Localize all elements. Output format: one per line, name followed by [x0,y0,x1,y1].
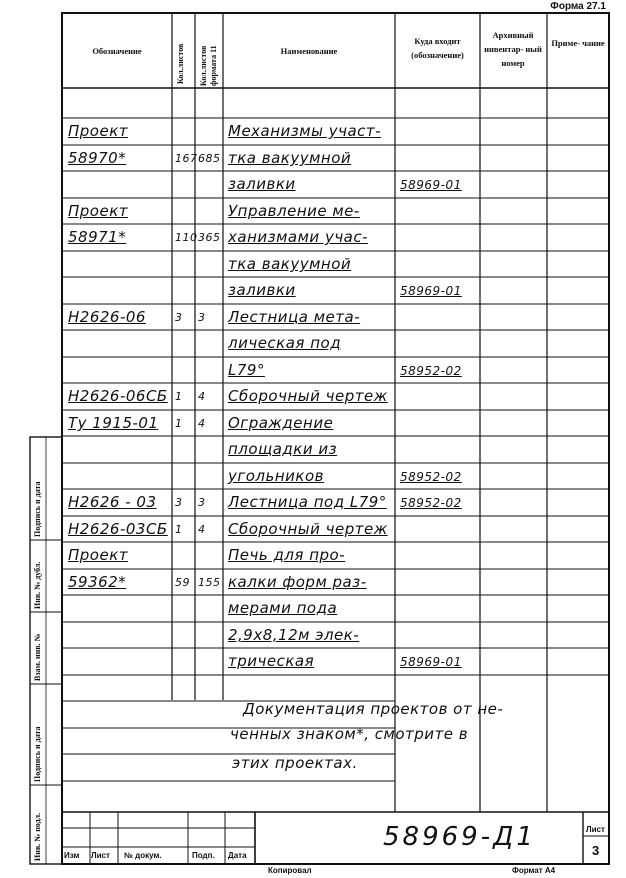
row-ref: 58969-01 [400,178,462,192]
row-name: заливки [228,175,296,193]
row-name: заливки [228,281,296,299]
row-name: L79° [228,361,265,379]
form-label: Форма 27.1 [550,1,606,12]
row-sheets: 1 [175,390,183,403]
row-name: Ограждение [228,414,334,432]
row-sheets: 59 [175,576,190,589]
row-name: Управление ме- [228,202,360,220]
row-ref: 58952-02 [400,496,462,510]
row-name: лическая под [228,334,342,352]
row-sheets-a11: 4 [198,523,206,536]
note-line-2: ченных знаком*, смотрите в [230,725,469,743]
row-name: Сборочный чертеж [228,387,388,405]
row-sheets-a11: 3 [198,311,206,324]
row-sheets-a11: 155 [198,576,221,589]
side-label-inv-podl: Инв. № подл. [33,812,42,861]
stamp-data: Дата [228,851,247,860]
row-name: мерами пода [228,599,338,617]
row-sheets-a11: 4 [198,390,206,403]
row-name: тка вакуумной [228,149,352,167]
side-label-vzam-inv: Взам. инв. № [33,633,42,681]
stamp-format: Формат А4 [512,866,556,875]
stamp-kopiroval: Копировал [268,866,312,875]
row-ref: 58952-02 [400,364,462,378]
row-code: Н2626-03СБ [68,520,168,538]
row-name: ханизмами учас- [228,228,369,246]
row-sheets: 1 [175,523,183,536]
row-ref: 58952-02 [400,470,462,484]
note-line-3: этих проектах. [232,754,358,772]
row-name: Лестница мета- [228,308,361,326]
stamp-sheet-label: Лист [586,825,605,834]
row-name: площадки из [228,440,338,458]
row-ref: 58969-01 [400,284,462,298]
note-line-1: Документация проектов от не- [243,700,504,718]
row-code: Проект [68,202,129,220]
stamp-sheet-number: 3 [592,843,600,858]
row-name: Механизмы участ- [228,122,382,140]
row-code: Н2626-06 [68,308,146,326]
row-name: Печь для про- [228,546,346,564]
row-code: Проект [68,546,129,564]
document-number: 58969-Д1 [383,822,536,852]
stamp-list: Лист [91,851,110,860]
row-name: трическая [228,652,315,670]
row-sheets: 3 [175,496,183,509]
row-sheets-a11: 4 [198,417,206,430]
row-code: Н2626 - 03 [68,493,157,511]
row-sheets-a11: 685 [198,152,221,165]
side-label-podpis-2: Подпись и дата [33,726,42,782]
stamp-podp: Подп. [192,851,215,860]
side-label-inv-dubl: Инв. № дубл. [33,561,42,609]
row-code: 58970* [68,149,127,167]
row-code: Проект [68,122,129,140]
row-code: 59362* [68,573,127,591]
header-arkhivny: Архивный инвентар- ный номер [484,30,542,68]
header-primechanie: Приме- чание [551,38,605,48]
row-sheets: 167 [175,152,198,165]
header-kol-listov-a11: Кол.листов формата 11 [199,45,218,86]
header-kuda-vkhodit: Куда входит (обозначение) [411,36,464,60]
header-naimenovanie: Наименование [280,46,338,56]
row-sheets: 1 [175,417,183,430]
row-code: 58971* [68,228,127,246]
stamp-izm: Изм [64,851,80,860]
row-sheets-a11: 3 [198,496,206,509]
row-sheets-a11: 365 [198,231,221,244]
row-ref: 58969-01 [400,655,462,669]
header-oboznachenie: Обозначение [92,46,142,56]
row-name: угольников [228,467,324,485]
row-code: Н2626-06СБ [68,387,168,405]
row-code: Ту 1915-01 [68,414,159,432]
row-name: тка вакуумной [228,255,352,273]
row-sheets: 3 [175,311,183,324]
header-kol-listov: Кол.листов [176,43,185,84]
row-name: Сборочный чертеж [228,520,388,538]
stamp-dokum: № докум. [124,851,162,860]
row-sheets: 110 [175,231,198,244]
row-name: калки форм раз- [228,573,367,591]
row-name: 2,9х8,12м элек- [228,626,360,644]
side-label-podpis: Подпись и дата [33,481,42,537]
row-name: Лестница под L79° [228,493,387,511]
